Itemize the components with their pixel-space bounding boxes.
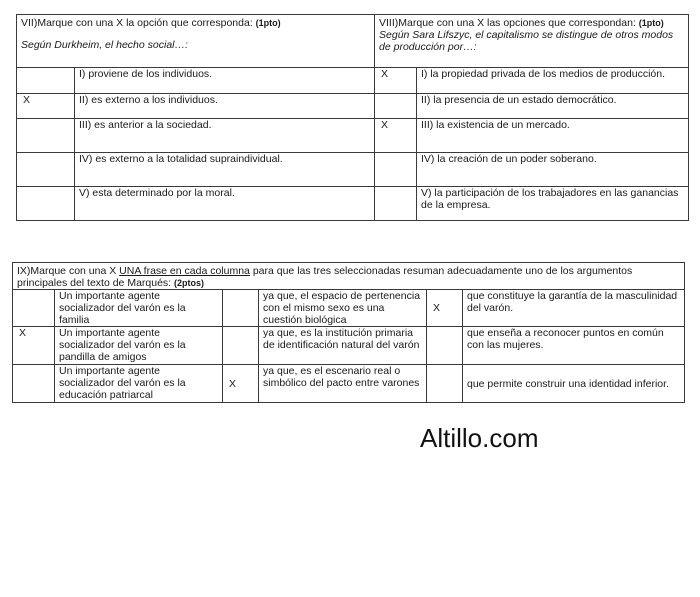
col3-phrase: que permite construir una identidad inferior. <box>463 365 685 403</box>
col2-phrase: ya que, es el escenario real o simbólico del pacto entre varones <box>259 365 427 403</box>
col1-mark-cell[interactable]: X <box>13 327 55 365</box>
col3-mark-cell[interactable] <box>427 327 463 365</box>
section7-mark-cell[interactable] <box>17 119 75 153</box>
col3-mark-cell[interactable]: X <box>427 290 463 327</box>
section8-option: III) la existencia de un mercado. <box>417 119 689 153</box>
watermark: Altillo.com <box>420 423 539 453</box>
section8-option: IV) la creación de un poder soberano. <box>417 153 689 187</box>
section9-points: (2ptos) <box>174 278 205 288</box>
section8-option: V) la participación de los trabajadores en las ganancias de la empresa. <box>417 187 689 221</box>
section8-option: II) la presencia de un estado democrático. <box>417 94 689 119</box>
col1-mark-cell[interactable] <box>13 290 55 327</box>
section7-subtitle: Según Durkheim, el hecho social…: <box>21 39 188 51</box>
col1-phrase: Un importante agente socializador del varón es la educación patriarcal <box>55 365 223 403</box>
section8-number: VIII) <box>379 17 399 29</box>
col2-phrase: ya que, es la institución primaria de identificación natural del varón <box>259 327 427 365</box>
col2-phrase: ya que, el espacio de pertenencia con el mismo sexo es una cuestión biológica <box>259 290 427 327</box>
section9-question-underlined: UNA frase en cada columna <box>119 265 250 277</box>
section8-option: I) la propiedad privada de los medios de producción. <box>417 68 689 94</box>
col1-phrase: Un importante agente socializador del varón es la pandilla de amigos <box>55 327 223 365</box>
section8-question: Marque con una X las opciones que correspondan: <box>398 17 636 29</box>
section8-header <box>375 15 689 68</box>
section9-question-post: para que las tres seleccionadas resuman adecuadamente uno de los argumentos principales del texto de Marqués: <box>17 265 633 289</box>
col2-mark-cell[interactable]: X <box>223 365 259 403</box>
section7-option: IV) es externo a la totalidad supraindividual. <box>75 153 375 187</box>
col2-mark-cell[interactable] <box>223 327 259 365</box>
section8-mark-cell[interactable]: X <box>375 68 417 94</box>
section7-question: Marque con una X la opción que corresponda: <box>37 17 253 29</box>
col1-mark-cell[interactable] <box>13 365 55 403</box>
col2-mark-cell[interactable] <box>223 290 259 327</box>
section8-subtitle: Según Sara Lifszyc, el capitalismo se distingue de otros modos de producción por…: <box>379 29 674 53</box>
section7-mark-cell[interactable]: X <box>17 94 75 119</box>
section7-option: II) es externo a los individuos. <box>75 94 375 119</box>
col3-phrase: que constituye la garantía de la masculinidad del varón. <box>463 290 685 327</box>
section8-mark-cell[interactable]: X <box>375 119 417 153</box>
section9-number: IX) <box>17 265 31 277</box>
section8-mark-cell[interactable] <box>375 187 417 221</box>
section7-number: VII) <box>21 17 38 29</box>
section8-mark-cell[interactable] <box>375 153 417 187</box>
exercise-table-7-8 <box>16 14 689 221</box>
exercise-table-9 <box>12 262 685 403</box>
section7-mark-cell[interactable] <box>17 187 75 221</box>
col3-phrase: que enseña a reconocer puntos en común con las mujeres. <box>463 327 685 365</box>
col3-mark-cell[interactable] <box>427 365 463 403</box>
col1-phrase: Un importante agente socializador del varón es la familia <box>55 290 223 327</box>
section7-mark-cell[interactable] <box>17 153 75 187</box>
section7-header <box>17 15 375 68</box>
section7-points: (1pto) <box>255 18 281 28</box>
section9-question-pre: Marque con una X <box>30 265 120 277</box>
section7-option: V) esta determinado por la moral. <box>75 187 375 221</box>
section7-option: I) proviene de los individuos. <box>75 68 375 94</box>
section8-points: (1pto) <box>638 18 664 28</box>
section7-mark-cell[interactable] <box>17 68 75 94</box>
section9-header <box>13 263 685 290</box>
section7-option: III) es anterior a la sociedad. <box>75 119 375 153</box>
section8-mark-cell[interactable] <box>375 94 417 119</box>
